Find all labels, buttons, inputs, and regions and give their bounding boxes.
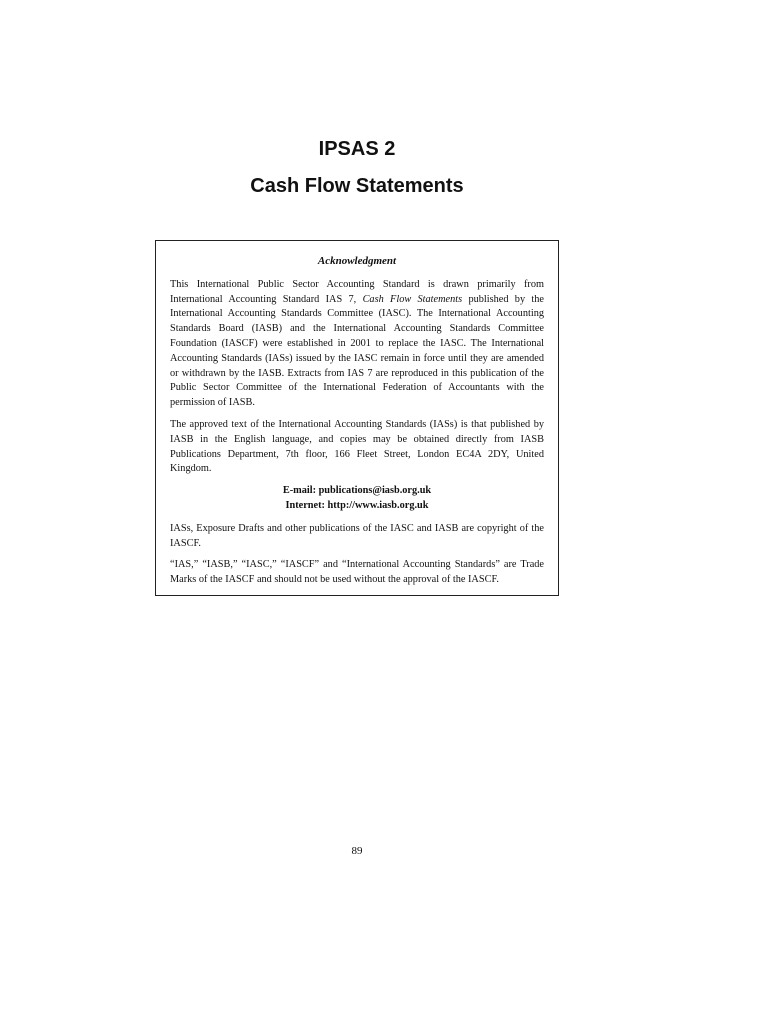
paragraph-1-text-a: This International Public Sector Accounting Standard is drawn primarily from International Accounting Standard IAS 7, xyxy=(170,278,544,305)
acknowledgment-heading: Acknowledgment xyxy=(317,255,397,267)
acknowledgment-box xyxy=(155,240,559,596)
page-title: Cash Flow Statements xyxy=(250,175,464,197)
ias7-title-italic: Cash Flow Statements xyxy=(362,293,463,305)
acknowledgment-paragraph-1 xyxy=(170,278,544,411)
email-line: E-mail: publications@iasb.org.uk xyxy=(282,485,432,497)
acknowledgment-paragraph-2: The approved text of the International Accounting Standards (IASs) is that published by IASB in the English language, and copies may be obtained directly from IASB Publications Department, 7th floor, 166 Fleet Street, London EC4A 2DY, United Kingdom. xyxy=(170,418,544,475)
page-number: 89 xyxy=(351,845,363,857)
paragraph-1-text-b: published by the International Accounting Standards Committee (IASC). The International Accounting Standards Board (IASB) and the International Accounting Standards Committee Foundation (IASCF) were established in 2001 to replace the IASC. The International Accounting Standards (IASs) issued by the IASC remain in force until they are amended or withdrawn by the IASB. Extracts from IAS 7 are reproduced in this publication of the Public Sector Committee of the International Federation of Accountants with the permission of IASB. xyxy=(170,293,544,409)
acknowledgment-paragraph-3: IASs, Exposure Drafts and other publications of the IASC and IASB are copyright of the IASCF. xyxy=(170,522,544,549)
standard-number: IPSAS 2 xyxy=(318,138,396,160)
contact-info xyxy=(170,484,544,514)
internet-line: Internet: http://www.iasb.org.uk xyxy=(285,499,429,511)
acknowledgment-paragraph-4: “IAS,” “IASB,” “IASC,” “IASCF” and “International Accounting Standards” are Trade Marks of the IASCF and should not be used without the approval of the IASCF. xyxy=(170,559,544,586)
